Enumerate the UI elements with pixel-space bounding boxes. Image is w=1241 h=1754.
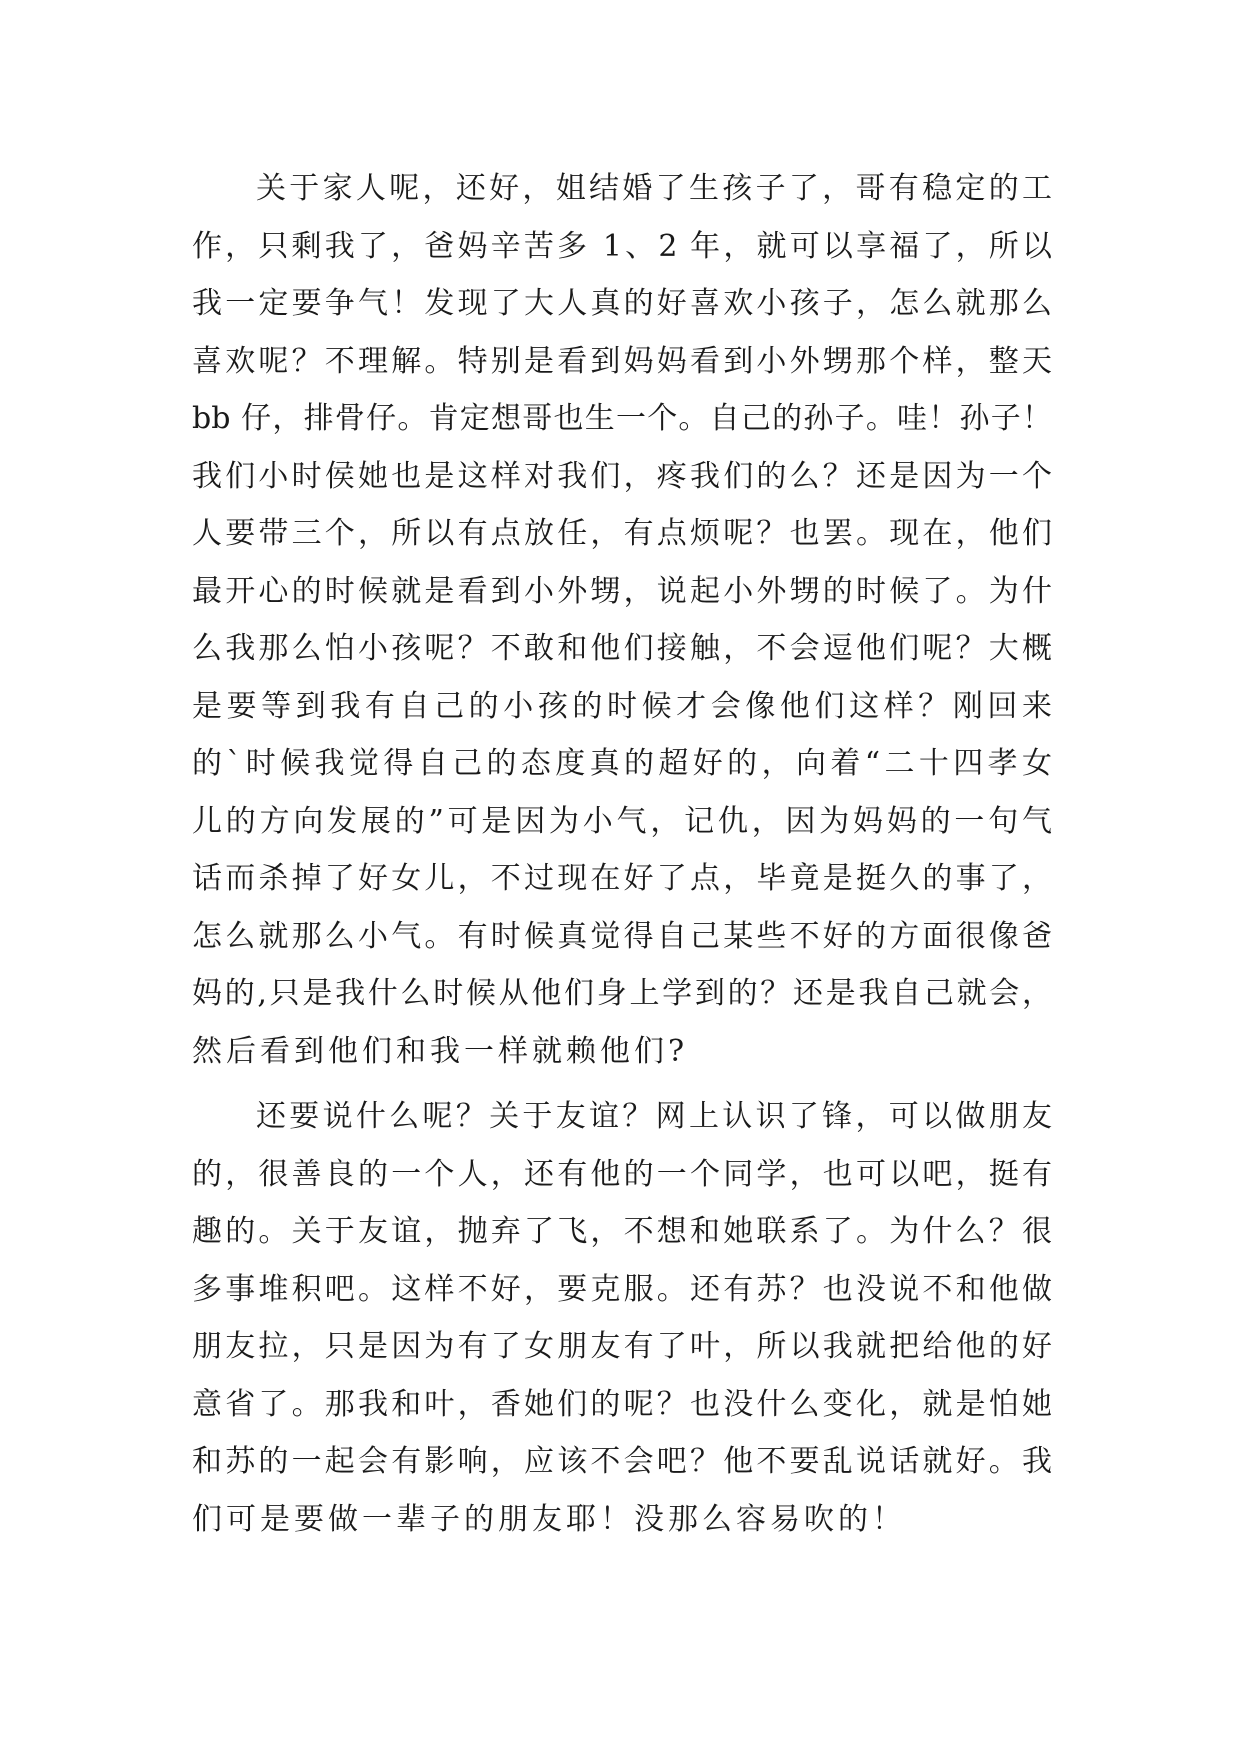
text-line: 趣的。关于友谊，抛弃了飞，不想和她联系了。为什么？很 bbox=[192, 1214, 1052, 1249]
text-line: 我一定要争气！发现了大人真的好喜欢小孩子，怎么就那么 bbox=[192, 286, 1052, 321]
text-line: 么我那么怕小孩呢？不敢和他们接触，不会逗他们呢？大概 bbox=[192, 631, 1052, 666]
text-line: 我们小时侯她也是这样对我们，疼我们的么？还是因为一个 bbox=[192, 458, 1052, 494]
text-line: 儿的方向发展的”可是因为小气，记仇，因为妈妈的一句气 bbox=[192, 803, 1052, 839]
text-line: 然后看到他们和我一样就赖他们? bbox=[192, 1033, 689, 1069]
text-line: 意省了。那我和叶，香她们的呢？也没什么变化，就是怕她 bbox=[192, 1386, 1052, 1422]
text-line: 朋友拉，只是因为有了女朋友有了叶，所以我就把给他的好 bbox=[192, 1329, 1052, 1364]
text-line: 多事堆积吧。这样不好，要克服。还有苏？也没说不和他做 bbox=[192, 1271, 1052, 1307]
text-line: 关于家人呢，还好，姐结婚了生孩子了，哥有稳定的工 bbox=[256, 171, 1052, 206]
text-line: 和苏的一起会有影响，应该不会吧？他不要乱说话就好。我 bbox=[192, 1444, 1052, 1479]
text-line: 最开心的时候就是看到小外甥，说起小外甥的时候了。为什 bbox=[192, 573, 1052, 609]
text-line: 话而杀掉了好女儿，不过现在好了点，毕竟是挺久的事了， bbox=[192, 861, 1052, 896]
text-line: 的，很善良的一个人，还有他的一个同学，也可以吧，挺有 bbox=[192, 1156, 1052, 1192]
text-line: 还要说什么呢？关于友谊？网上认识了锋，可以做朋友 bbox=[256, 1099, 1052, 1134]
paragraph-family bbox=[192, 160, 1052, 1080]
text-line: 们可是要做一辈子的朋友耶！没那么容易吹的！ bbox=[192, 1501, 906, 1537]
text-line: 作，只剩我了，爸妈辛苦多 1、2 年，就可以享福了，所以 bbox=[192, 228, 1052, 264]
text-line: 人要带三个，所以有点放任，有点烦呢？也罢。现在，他们 bbox=[192, 516, 1052, 551]
text-line: 的`时候我觉得自己的态度真的超好的，向着“二十四孝女 bbox=[192, 746, 1052, 781]
text-line: 妈的,只是我什么时候从他们身上学到的？还是我自己就会， bbox=[192, 976, 1052, 1011]
text-line: 是要等到我有自己的小孩的时候才会像他们这样？刚回来 bbox=[192, 688, 1052, 724]
text-line: 怎么就那么小气。有时候真觉得自己某些不好的方面很像爸 bbox=[192, 918, 1052, 954]
text-line: bb 仔，排骨仔。肯定想哥也生一个。自己的孙子。哇！孙子！ bbox=[192, 401, 1052, 436]
paragraph-friendship bbox=[192, 1088, 1052, 1548]
text-line: 喜欢呢？不理解。特别是看到妈妈看到小外甥那个样，整天 bbox=[192, 343, 1052, 379]
